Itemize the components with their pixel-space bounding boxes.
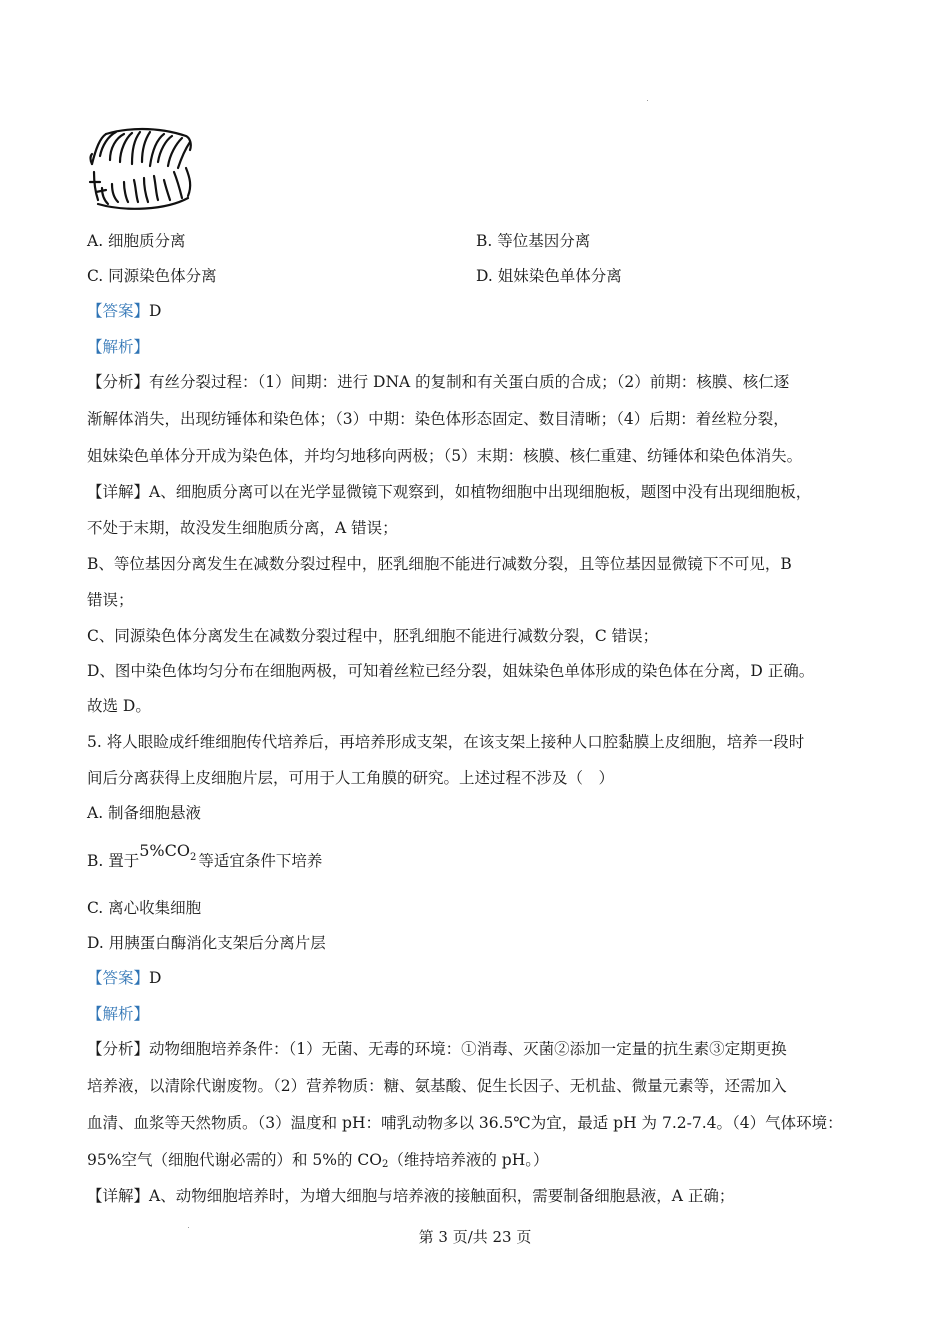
- q5-xiangjie-line: [87, 1186, 734, 1206]
- xiangjie-text: A、动物细胞培养时，为增大细胞与培养液的接触面积，需要制备细胞悬液，A 正确；: [149, 1187, 735, 1205]
- fenxi-tag: 【分析】: [87, 373, 150, 391]
- option-a: A. 细胞质分离: [87, 232, 186, 250]
- fenxi-text: 动物细胞培养条件：（1）无菌、无毒的环境：①消毒、灭菌②添加一定量的抗生素③定期更换: [149, 1040, 787, 1058]
- q5-fenxi-line: 95%空气（细胞代谢必需的）和 5%的 $CO_2$（维持培养液的 pH。）: [87, 1151, 549, 1170]
- co2-formula: $5\%CO_2$: [139, 841, 197, 864]
- xiangjie-text: A、细胞质分离可以在光学显微镜下观察到，如植物细胞中出现细胞板，题图中没有出现细胞板，: [149, 483, 812, 501]
- q4-answer: [87, 301, 161, 321]
- q4-conclusion: 故选 D。: [87, 697, 151, 715]
- q4-xiangjie-line: 不处于末期，故没发生细胞质分离，A 错误；: [87, 519, 398, 537]
- q4-xiangjie-line: 错误；: [87, 591, 134, 609]
- option-c: C. 同源染色体分离: [87, 267, 217, 285]
- answer-tag: 【答案】: [87, 302, 150, 320]
- q4-xiangjie-line: [87, 482, 811, 502]
- option-b-suffix: 等适宜条件下培养: [198, 852, 323, 870]
- fenxi-tag: 【分析】: [87, 1040, 150, 1058]
- q5-option-a: A. 制备细胞悬液: [87, 804, 202, 822]
- option-b: B. 等位基因分离: [476, 232, 591, 250]
- answer-value: D: [149, 302, 162, 320]
- q4-xiangjie-line: B、等位基因分离发生在减数分裂过程中，胚乳细胞不能进行减数分裂，且等位基因显微镜下不可见，B: [87, 555, 792, 573]
- q5-stem: 间后分离获得上皮细胞片层，可用于人工角膜的研究。上述过程不涉及（ ）: [87, 769, 615, 787]
- q5-fenxi-line: 血清、血浆等天然物质。（3）温度和 pH：哺乳动物多以 36.5℃为宜，最适 pH 为 7.2-7.4。（4）气体环境：: [87, 1114, 843, 1132]
- xiangjie-tag: 【详解】: [87, 1187, 150, 1205]
- q4-xiangjie-line: D、图中染色体均匀分布在细胞两极，可知着丝粒已经分裂，姐妹染色单体形成的染色体在分离，D 正确。: [87, 662, 815, 680]
- answer-tag: 【答案】: [87, 969, 150, 987]
- scan-speck: [647, 100, 648, 101]
- q4-fenxi-line: 姐妹染色单体分开成为染色体，并均匀地移向两极；（5）末期：核膜、核仁重建、纺锤体和染色体消失。: [87, 447, 803, 465]
- page-footer: 第 3 页/共 23 页: [418, 1228, 532, 1246]
- q4-xiangjie-line: C、同源染色体分离发生在减数分裂过程中，胚乳细胞不能进行减数分裂，C 错误；: [87, 627, 659, 645]
- q5-analysis-heading: [87, 1004, 149, 1024]
- option-d: D. 姐妹染色单体分离: [476, 267, 622, 285]
- xiangjie-tag: 【详解】: [87, 483, 150, 501]
- q5-option-d: D. 用胰蛋白酶消化支架后分离片层: [87, 934, 326, 952]
- q5-fenxi-line: 培养液，以清除代谢废物。（2）营养物质：糖、氨基酸、促生长因子、无机盐、微量元素等，还需加入: [87, 1077, 787, 1095]
- analysis-tag: 【解析】: [87, 338, 150, 356]
- q5-stem: 5. 将人眼睑成纤维细胞传代培养后，再培养形成支架，在该支架上接种人口腔黏膜上皮细胞，培养一段时: [87, 733, 805, 751]
- q4-fenxi-line: 渐解体消失，出现纺锤体和染色体；（3）中期：染色体形态固定、数目清晰；（4）后期：着丝粒分裂，: [87, 410, 789, 428]
- q4-analysis-heading: [87, 337, 149, 357]
- analysis-tag: 【解析】: [87, 1005, 150, 1023]
- q4-fenxi-line: [87, 372, 789, 392]
- q5-answer: [87, 968, 161, 988]
- q5-option-b: [87, 841, 323, 878]
- answer-value: D: [149, 969, 162, 987]
- cell-division-figure: [86, 126, 198, 212]
- fenxi-text: 有丝分裂过程：（1）间期：进行 DNA 的复制和有关蛋白质的合成；（2）前期：核膜、核仁逐: [149, 373, 790, 391]
- option-b-prefix: B. 置于: [87, 852, 140, 870]
- q5-fenxi-line: [87, 1039, 787, 1059]
- q5-option-c: C. 离心收集细胞: [87, 899, 202, 917]
